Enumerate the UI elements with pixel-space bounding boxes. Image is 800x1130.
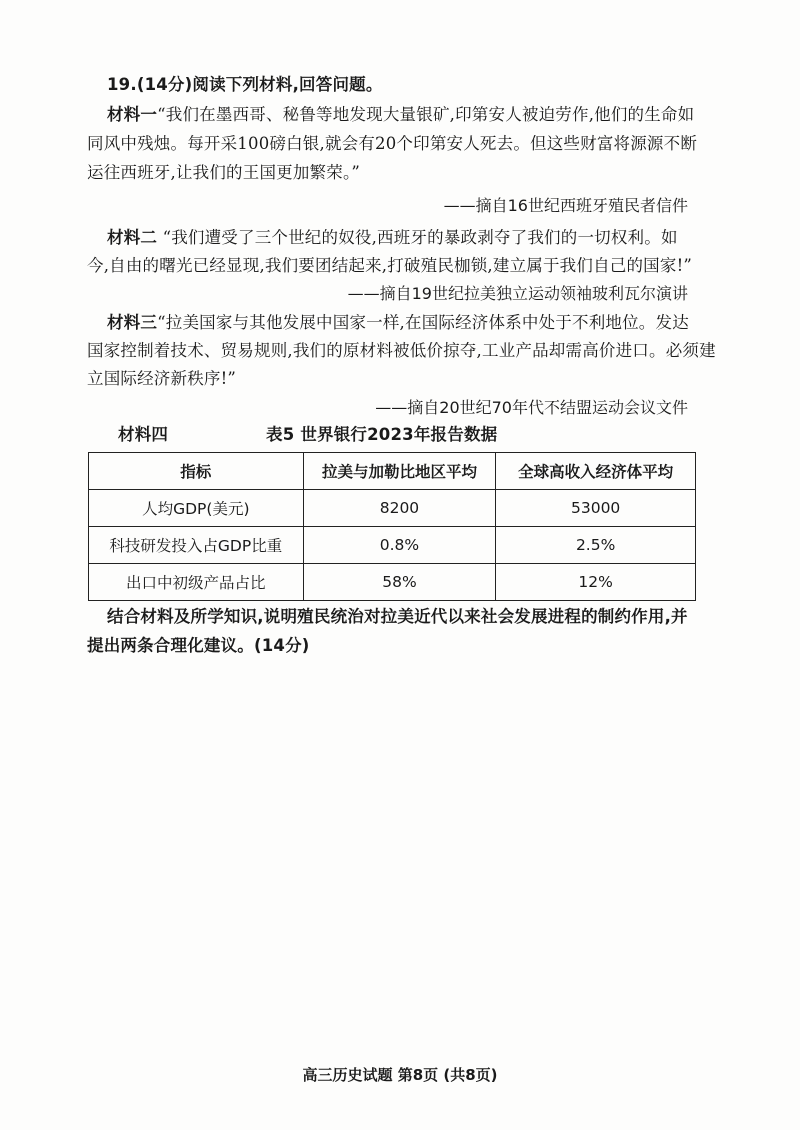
material1-label: 材料一	[107, 105, 158, 124]
material2-label: 材料二	[107, 228, 158, 247]
material3-text1: “拉美国家与其他发展中国家一样,在国际经济体系中处于不利地位。发达	[157, 313, 689, 332]
prompt-line1: 结合材料及所学知识,说明殖民统治对拉美近代以来社会发展进程的制约作用,并	[107, 607, 688, 626]
material3-label: 材料三	[107, 313, 158, 332]
table-cell: 0.8%	[303, 527, 496, 564]
material1-line3: 运往西班牙,让我们的王国更加繁荣。”	[87, 163, 361, 182]
table-cell: 科技研发投入占GDP比重	[89, 527, 304, 564]
table-row	[89, 527, 696, 564]
table-cell: 人均GDP(美元)	[89, 490, 304, 527]
material2-source: ——摘自19世纪拉美独立运动领袖玻利瓦尔演讲	[347, 284, 688, 303]
page-footer: 高三历史试题 第8页 (共8页)	[302, 1066, 498, 1084]
question-header: 19.(14分)阅读下列材料,回答问题。	[107, 75, 383, 94]
material1-text1: “我们在墨西哥、秘鲁等地发现大量银矿,印第安人被迫劳作,他们的生命如	[157, 105, 695, 124]
prompt-line2: 提出两条合理化建议。(14分)	[87, 636, 310, 655]
table-row	[89, 490, 696, 527]
material1-line2: 同风中残烛。每开采100磅白银,就会有20个印第安人死去。但这些财富将源源不断	[87, 134, 698, 153]
material2-line1	[107, 227, 678, 249]
table-title: 表5 世界银行2023年报告数据	[266, 425, 498, 444]
material2-text1: “我们遭受了三个世纪的奴役,西班牙的暴政剥夺了我们的一切权利。如	[162, 228, 678, 247]
table-row	[89, 564, 696, 601]
table-cell: 2.5%	[496, 527, 696, 564]
table-cell: 出口中初级产品占比	[89, 564, 304, 601]
table-header-cell: 拉美与加勒比地区平均	[303, 453, 496, 490]
data-table	[88, 452, 696, 601]
material3-line1	[107, 312, 689, 334]
table-cell: 58%	[303, 564, 496, 601]
material3-line2: 国家控制着技术、贸易规则,我们的原材料被低价掠夺,工业产品却需高价进口。必须建	[87, 341, 716, 360]
material1-line1	[107, 104, 694, 126]
table-header-cell: 全球高收入经济体平均	[496, 453, 696, 490]
table-header-cell: 指标	[89, 453, 304, 490]
table-cell: 53000	[496, 490, 696, 527]
material2-line2: 今,自由的曙光已经显现,我们要团结起来,打破殖民枷锁,建立属于我们自己的国家!”	[87, 256, 693, 275]
material1-source: ——摘自16世纪西班牙殖民者信件	[443, 196, 688, 215]
material3-line3: 立国际经济新秩序!”	[87, 369, 237, 388]
table-header-row	[89, 453, 696, 490]
material3-source: ——摘自20世纪70年代不结盟运动会议文件	[375, 398, 688, 417]
table-cell: 8200	[303, 490, 496, 527]
material4-label: 材料四	[118, 425, 169, 444]
table-cell: 12%	[496, 564, 696, 601]
